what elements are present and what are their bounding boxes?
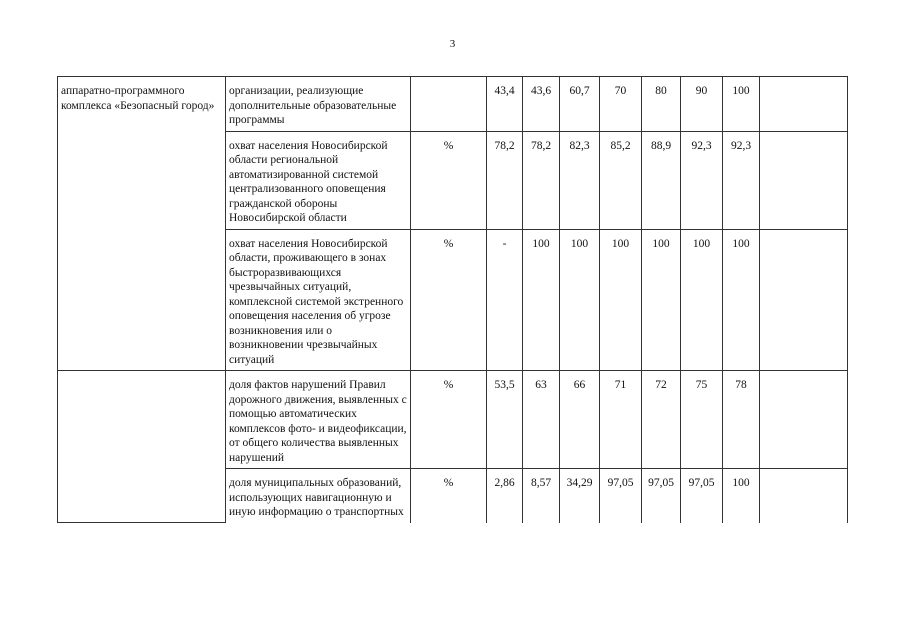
- indicator-cell: [226, 371, 411, 469]
- note-cell: [760, 77, 848, 132]
- value-cell: 53,5: [487, 371, 523, 469]
- unit-cell: %: [411, 469, 487, 523]
- value-cell: 100: [642, 229, 681, 371]
- unit-cell: [411, 77, 487, 132]
- table-row: [58, 371, 848, 469]
- indicator-cell: [226, 469, 411, 523]
- value-cell: 97,05: [642, 469, 681, 523]
- unit-cell: %: [411, 229, 487, 371]
- program-group-cell: [58, 77, 226, 371]
- value-cell: 63: [523, 371, 560, 469]
- value-cell: 82,3: [560, 131, 600, 229]
- value-cell: 75: [681, 371, 723, 469]
- value-cell: 70: [600, 77, 642, 132]
- value-cell: 8,57: [523, 469, 560, 523]
- unit-cell: %: [411, 371, 487, 469]
- value-cell: 92,3: [681, 131, 723, 229]
- indicator-cell: [226, 77, 411, 132]
- value-cell: 100: [681, 229, 723, 371]
- indicators-table: [57, 76, 848, 523]
- value-cell: 100: [723, 469, 760, 523]
- value-cell: 71: [600, 371, 642, 469]
- value-cell: 78,2: [523, 131, 560, 229]
- value-cell: 60,7: [560, 77, 600, 132]
- value-cell: 80: [642, 77, 681, 132]
- indicator-label: доля муниципальных образований, использующих навигационную и иную информацию о транспортных: [229, 477, 404, 518]
- value-cell: 100: [600, 229, 642, 371]
- note-cell: [760, 371, 848, 469]
- indicator-cell: [226, 131, 411, 229]
- value-cell: 92,3: [723, 131, 760, 229]
- value-cell: 97,05: [681, 469, 723, 523]
- value-cell: 100: [723, 77, 760, 132]
- value-cell: 97,05: [600, 469, 642, 523]
- value-cell: 2,86: [487, 469, 523, 523]
- value-cell: 85,2: [600, 131, 642, 229]
- value-cell: 78,2: [487, 131, 523, 229]
- indicator-label: охват населения Новосибирской области региональной автоматизированной системой централизованного оповещения гражданской обороны Новосибирской области: [229, 139, 388, 224]
- value-cell: 34,29: [560, 469, 600, 523]
- value-cell: 78: [723, 371, 760, 469]
- indicator-label: охват населения Новосибирской области, проживающего в зонах быстроразвивающихся чрезвычайных ситуаций, комплексной системой экстренного оповещения населения об угрозе возникновения или о возникновении чрезвычайных ситуаций: [229, 237, 404, 366]
- indicator-label: организации, реализующие дополнительные образовательные программы: [229, 85, 397, 126]
- value-cell: 72: [642, 371, 681, 469]
- indicator-label: доля фактов нарушений Правил дорожного движения, выявленных с помощью автоматических комплексов фото- и видеофиксации, от общего количества выявленных нарушений: [229, 379, 407, 464]
- value-cell: 100: [560, 229, 600, 371]
- table-row: [58, 77, 848, 132]
- value-cell: 100: [523, 229, 560, 371]
- note-cell: [760, 229, 848, 371]
- unit-cell: %: [411, 131, 487, 229]
- value-cell: 90: [681, 77, 723, 132]
- indicator-cell: [226, 229, 411, 371]
- note-cell: [760, 131, 848, 229]
- program-group-label: аппаратно-программного комплекса «Безопасный город»: [61, 85, 215, 112]
- value-cell: 88,9: [642, 131, 681, 229]
- value-cell: 43,6: [523, 77, 560, 132]
- value-cell: 43,4: [487, 77, 523, 132]
- program-group-cell: [58, 371, 226, 523]
- value-cell: 66: [560, 371, 600, 469]
- value-cell: 100: [723, 229, 760, 371]
- note-cell: [760, 469, 848, 523]
- page-number: 3: [449, 38, 456, 50]
- value-cell: -: [487, 229, 523, 371]
